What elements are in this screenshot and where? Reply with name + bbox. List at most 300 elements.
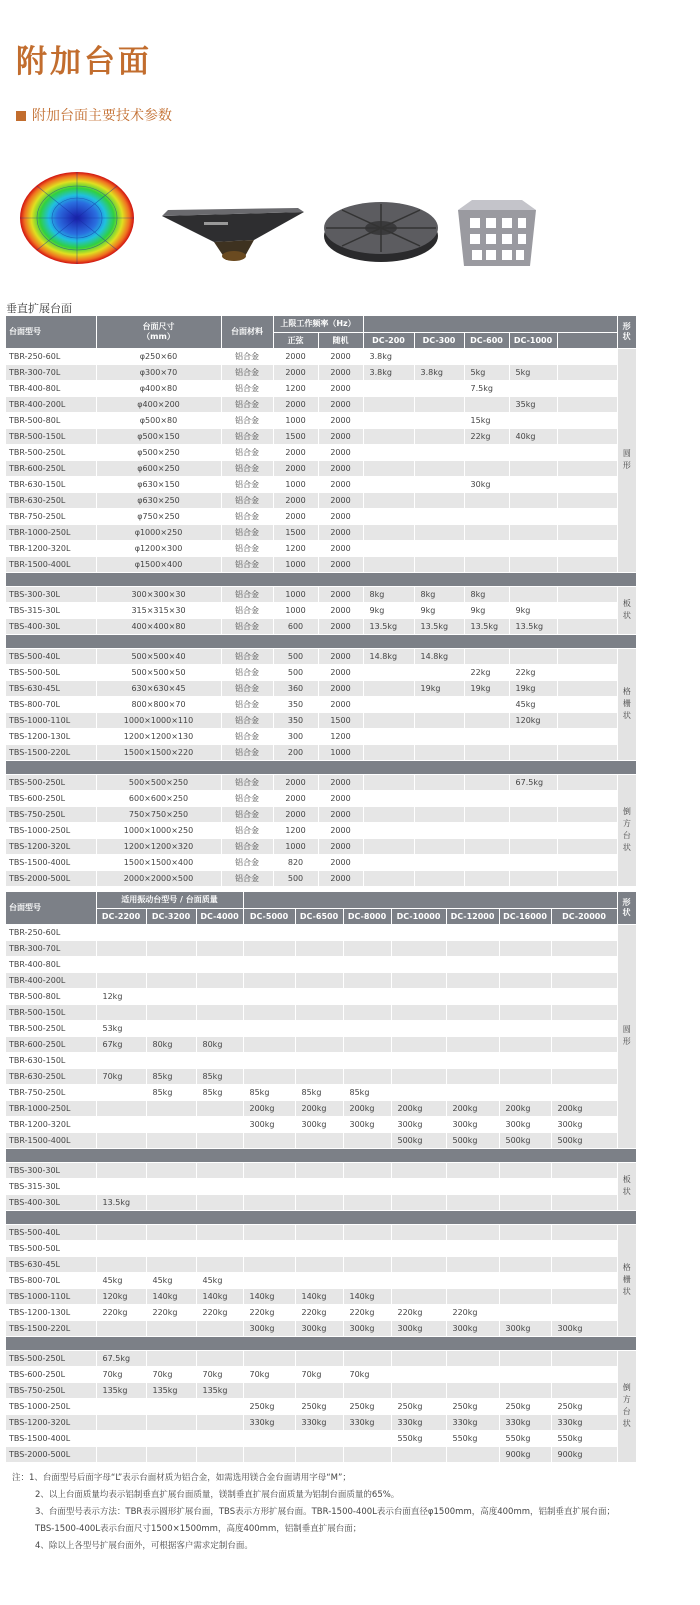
value-cell xyxy=(363,838,414,854)
value-cell xyxy=(363,524,414,540)
value-cell xyxy=(414,806,464,822)
value-cell: 350 xyxy=(273,696,318,712)
value-cell: 19kg xyxy=(464,680,509,696)
empty-cell xyxy=(557,712,617,728)
value-cell xyxy=(446,1256,499,1272)
value-cell xyxy=(551,1020,617,1036)
value-cell: 220kg xyxy=(391,1304,446,1320)
col-header-dc-6500: DC-6500 xyxy=(295,908,343,924)
table-row xyxy=(6,1320,636,1336)
value-cell xyxy=(464,444,509,460)
value-cell: 铝合金 xyxy=(221,618,273,634)
value-cell xyxy=(295,956,343,972)
table-row xyxy=(6,460,636,476)
value-cell: 330kg xyxy=(343,1414,391,1430)
value-cell: 1500×1500×400 xyxy=(96,854,221,870)
value-cell xyxy=(499,1240,551,1256)
empty-cell xyxy=(557,460,617,476)
value-cell xyxy=(446,988,499,1004)
model-cell: TBS-1500-400L xyxy=(6,1430,96,1446)
value-cell xyxy=(363,396,414,412)
shape-label: 板 状 xyxy=(617,1162,636,1210)
value-cell: 600 xyxy=(273,618,318,634)
empty-cell xyxy=(557,556,617,572)
value-cell xyxy=(499,1382,551,1398)
value-cell xyxy=(343,1446,391,1462)
value-cell xyxy=(391,1178,446,1194)
model-cell: TBS-1500-220L xyxy=(6,1320,96,1336)
value-cell: 85kg xyxy=(146,1084,196,1100)
value-cell: 1200×1200×130 xyxy=(96,728,221,744)
value-cell: 300×300×30 xyxy=(96,586,221,602)
value-cell xyxy=(414,412,464,428)
table-row xyxy=(6,924,636,940)
table-row xyxy=(6,1430,636,1446)
value-cell: φ630×150 xyxy=(96,476,221,492)
col-header-dc-5000: DC-5000 xyxy=(243,908,295,924)
value-cell xyxy=(196,988,243,1004)
value-cell xyxy=(196,1240,243,1256)
model-cell: TBS-600-250L xyxy=(6,790,96,806)
model-cell: TBS-2000-500L xyxy=(6,870,96,886)
value-cell: 250kg xyxy=(243,1398,295,1414)
value-cell: 2000 xyxy=(318,444,363,460)
col-header-dc-8000: DC-8000 xyxy=(343,908,391,924)
value-cell: φ500×80 xyxy=(96,412,221,428)
value-cell: φ400×80 xyxy=(96,380,221,396)
value-cell: 13.5kg xyxy=(414,618,464,634)
value-cell xyxy=(343,940,391,956)
model-cell: TBS-630-45L xyxy=(6,680,96,696)
value-cell xyxy=(146,1004,196,1020)
value-cell xyxy=(196,1398,243,1414)
value-cell xyxy=(295,1178,343,1194)
value-cell xyxy=(146,956,196,972)
value-cell xyxy=(509,524,557,540)
note-3: 3、台面型号表示方法：TBR表示圆形扩展台面，TBS表示方形扩展台面。TBR-1500-400L表示台面直径φ1500mm，高度400mm，铝制垂直扩展台面； xyxy=(35,1507,616,1517)
value-cell xyxy=(146,1100,196,1116)
value-cell xyxy=(196,1414,243,1430)
value-cell xyxy=(146,924,196,940)
value-cell: 220kg xyxy=(96,1304,146,1320)
table-row xyxy=(6,1414,636,1430)
value-cell: 200kg xyxy=(343,1100,391,1116)
value-cell xyxy=(464,348,509,364)
value-cell: 2000 xyxy=(318,524,363,540)
value-cell xyxy=(146,1052,196,1068)
value-cell: 1500 xyxy=(318,712,363,728)
value-cell xyxy=(499,940,551,956)
value-cell: 85kg xyxy=(196,1068,243,1084)
value-cell xyxy=(343,1240,391,1256)
value-cell: 67.5kg xyxy=(96,1350,146,1366)
value-cell: 铝合金 xyxy=(221,524,273,540)
value-cell: 2000 xyxy=(318,508,363,524)
value-cell: 1200 xyxy=(273,540,318,556)
model-cell: TBR-1000-250L xyxy=(6,524,96,540)
separator-cell xyxy=(6,634,636,648)
table-row xyxy=(6,1272,636,1288)
value-cell xyxy=(196,1224,243,1240)
model-cell: TBS-315-30L xyxy=(6,602,96,618)
value-cell xyxy=(196,1256,243,1272)
value-cell: 300kg xyxy=(243,1116,295,1132)
value-cell: 铝合金 xyxy=(221,412,273,428)
value-cell xyxy=(363,680,414,696)
value-cell: 2000 xyxy=(318,838,363,854)
value-cell: 2000 xyxy=(318,680,363,696)
value-cell: 2000 xyxy=(273,774,318,790)
table-row xyxy=(6,1100,636,1116)
value-cell: 9kg xyxy=(363,602,414,618)
value-cell: 铝合金 xyxy=(221,838,273,854)
value-cell xyxy=(243,1036,295,1052)
value-cell xyxy=(243,1382,295,1398)
value-cell xyxy=(551,1350,617,1366)
value-cell xyxy=(243,1446,295,1462)
shape-label: 倒 方 台 状 xyxy=(617,1350,636,1462)
value-cell xyxy=(551,988,617,1004)
value-cell: 500 xyxy=(273,648,318,664)
value-cell: 2000 xyxy=(318,396,363,412)
model-cell: TBS-800-70L xyxy=(6,1272,96,1288)
table-row xyxy=(6,1068,636,1084)
value-cell xyxy=(343,1272,391,1288)
table-row xyxy=(6,1350,636,1366)
model-cell: TBS-300-30L xyxy=(6,1162,96,1178)
value-cell: 铝合金 xyxy=(221,664,273,680)
table-row xyxy=(6,940,636,956)
value-cell: 300kg xyxy=(343,1116,391,1132)
value-cell: 铝合金 xyxy=(221,744,273,760)
value-cell: 1500 xyxy=(273,524,318,540)
value-cell: 250kg xyxy=(446,1398,499,1414)
col-header-dc-20000: DC-20000 xyxy=(551,908,617,924)
value-cell xyxy=(464,524,509,540)
value-cell xyxy=(499,1194,551,1210)
value-cell: 2000 xyxy=(273,806,318,822)
value-cell xyxy=(196,1430,243,1446)
value-cell: 2000 xyxy=(318,540,363,556)
value-cell: 85kg xyxy=(146,1068,196,1084)
value-cell xyxy=(509,728,557,744)
value-cell xyxy=(391,1194,446,1210)
value-cell xyxy=(464,396,509,412)
group-separator xyxy=(6,1336,636,1350)
table-row xyxy=(6,348,636,364)
model-cell: TBR-250-60L xyxy=(6,348,96,364)
value-cell: 70kg xyxy=(343,1366,391,1382)
value-cell xyxy=(363,728,414,744)
group-separator xyxy=(6,634,636,648)
table-row xyxy=(6,680,636,696)
value-cell: 900kg xyxy=(551,1446,617,1462)
table-row xyxy=(6,1256,636,1272)
value-cell xyxy=(196,924,243,940)
value-cell xyxy=(343,1224,391,1240)
value-cell: 铝合金 xyxy=(221,774,273,790)
empty-cell xyxy=(557,728,617,744)
value-cell: 铝合金 xyxy=(221,586,273,602)
group-separator xyxy=(6,1148,636,1162)
value-cell: 3.8kg xyxy=(363,348,414,364)
value-cell: 200kg xyxy=(243,1100,295,1116)
value-cell: 200kg xyxy=(295,1100,343,1116)
table-row xyxy=(6,540,636,556)
col-header-blank xyxy=(363,316,617,332)
group-separator xyxy=(6,760,636,774)
col-header-shape: 形 状 xyxy=(617,316,636,348)
value-cell: 铝合金 xyxy=(221,540,273,556)
value-cell: 45kg xyxy=(196,1272,243,1288)
value-cell xyxy=(96,956,146,972)
value-cell: 铝合金 xyxy=(221,508,273,524)
page-title: 附加台面 xyxy=(16,44,152,80)
value-cell xyxy=(391,956,446,972)
model-cell: TBR-630-150L xyxy=(6,1052,96,1068)
value-cell: 2000 xyxy=(273,460,318,476)
value-cell: φ400×200 xyxy=(96,396,221,412)
value-cell xyxy=(446,1382,499,1398)
value-cell xyxy=(146,1430,196,1446)
value-cell xyxy=(499,1068,551,1084)
value-cell: 1000 xyxy=(273,602,318,618)
value-cell: 300 xyxy=(273,728,318,744)
value-cell xyxy=(414,664,464,680)
empty-cell xyxy=(557,444,617,460)
value-cell xyxy=(363,790,414,806)
value-cell xyxy=(391,1350,446,1366)
model-cell: TBS-800-70L xyxy=(6,696,96,712)
value-cell xyxy=(551,1194,617,1210)
value-cell xyxy=(196,972,243,988)
value-cell xyxy=(343,988,391,1004)
empty-cell xyxy=(557,806,617,822)
value-cell xyxy=(196,1162,243,1178)
value-cell: 300kg xyxy=(446,1320,499,1336)
value-cell: 1000 xyxy=(318,744,363,760)
value-cell xyxy=(509,854,557,870)
col-header-material: 台面材料 xyxy=(221,316,273,348)
value-cell: 2000 xyxy=(318,460,363,476)
value-cell xyxy=(295,1350,343,1366)
value-cell xyxy=(509,790,557,806)
value-cell: 550kg xyxy=(551,1430,617,1446)
value-cell: 220kg xyxy=(196,1304,243,1320)
value-cell xyxy=(499,1224,551,1240)
value-cell xyxy=(414,556,464,572)
value-cell: 2000×2000×500 xyxy=(96,870,221,886)
value-cell xyxy=(196,1446,243,1462)
col-header-dc-4000: DC-4000 xyxy=(196,908,243,924)
value-cell: 22kg xyxy=(464,428,509,444)
value-cell: 7.5kg xyxy=(464,380,509,396)
model-cell: TBR-500-80L xyxy=(6,412,96,428)
value-cell: 铝合金 xyxy=(221,348,273,364)
value-cell xyxy=(391,988,446,1004)
value-cell xyxy=(391,1020,446,1036)
value-cell xyxy=(509,508,557,524)
value-cell: 2000 xyxy=(318,364,363,380)
model-cell: TBS-630-45L xyxy=(6,1256,96,1272)
table-row xyxy=(6,364,636,380)
value-cell xyxy=(343,1382,391,1398)
value-cell xyxy=(295,1036,343,1052)
separator-cell xyxy=(6,572,636,586)
model-cell: TBR-1500-400L xyxy=(6,1132,96,1148)
table-row xyxy=(6,648,636,664)
model-cell: TBS-750-250L xyxy=(6,806,96,822)
shape-label: 倒 方 台 状 xyxy=(617,774,636,886)
value-cell xyxy=(343,1132,391,1148)
value-cell: φ750×250 xyxy=(96,508,221,524)
value-cell xyxy=(509,822,557,838)
col-header-dc300: DC-300 xyxy=(414,332,464,348)
empty-cell xyxy=(557,696,617,712)
value-cell xyxy=(363,540,414,556)
value-cell: 220kg xyxy=(295,1304,343,1320)
value-cell xyxy=(499,1162,551,1178)
value-cell xyxy=(464,696,509,712)
value-cell: 铝合金 xyxy=(221,380,273,396)
model-cell: TBR-630-250L xyxy=(6,1068,96,1084)
value-cell xyxy=(551,1366,617,1382)
value-cell: 300kg xyxy=(295,1320,343,1336)
value-cell xyxy=(146,972,196,988)
value-cell xyxy=(464,648,509,664)
value-cell xyxy=(146,1446,196,1462)
value-cell: 120kg xyxy=(96,1288,146,1304)
value-cell: 70kg xyxy=(146,1366,196,1382)
value-cell xyxy=(551,1240,617,1256)
table-row xyxy=(6,1162,636,1178)
value-cell xyxy=(391,940,446,956)
value-cell: 750×750×250 xyxy=(96,806,221,822)
value-cell: 2000 xyxy=(318,870,363,886)
value-cell: 500kg xyxy=(499,1132,551,1148)
value-cell: 360 xyxy=(273,680,318,696)
table-row xyxy=(6,396,636,412)
table-row xyxy=(6,1036,636,1052)
value-cell: 3.8kg xyxy=(363,364,414,380)
value-cell: 铝合金 xyxy=(221,364,273,380)
model-cell: TBR-630-250L xyxy=(6,492,96,508)
model-cell: TBR-1200-320L xyxy=(6,1116,96,1132)
value-cell: 铝合金 xyxy=(221,492,273,508)
section-subtitle xyxy=(16,105,172,125)
value-cell: 85kg xyxy=(295,1084,343,1100)
value-cell xyxy=(414,790,464,806)
empty-cell xyxy=(557,428,617,444)
square-bullet-icon xyxy=(16,111,26,121)
value-cell: 1000×1000×250 xyxy=(96,822,221,838)
value-cell xyxy=(343,1256,391,1272)
value-cell xyxy=(446,956,499,972)
value-cell: 500×500×50 xyxy=(96,664,221,680)
value-cell: 2000 xyxy=(318,806,363,822)
value-cell: 300kg xyxy=(295,1116,343,1132)
value-cell: 2000 xyxy=(318,476,363,492)
value-cell: 630×630×45 xyxy=(96,680,221,696)
col-header-dc200: DC-200 xyxy=(363,332,414,348)
value-cell: 80kg xyxy=(146,1036,196,1052)
model-cell: TBS-1200-320L xyxy=(6,1414,96,1430)
value-cell xyxy=(196,1116,243,1132)
value-cell xyxy=(243,924,295,940)
model-cell: TBR-500-80L xyxy=(6,988,96,1004)
value-cell xyxy=(551,924,617,940)
value-cell xyxy=(96,1132,146,1148)
value-cell: 330kg xyxy=(446,1414,499,1430)
table-row xyxy=(6,428,636,444)
value-cell xyxy=(295,1224,343,1240)
value-cell xyxy=(363,774,414,790)
value-cell: 14.8kg xyxy=(414,648,464,664)
value-cell: 2000 xyxy=(273,444,318,460)
table-row xyxy=(6,822,636,838)
value-cell xyxy=(509,444,557,460)
value-cell xyxy=(499,1272,551,1288)
empty-cell xyxy=(557,648,617,664)
table-row xyxy=(6,1116,636,1132)
value-cell: 2000 xyxy=(318,822,363,838)
value-cell: 900kg xyxy=(499,1446,551,1462)
table-row xyxy=(6,586,636,602)
value-cell: 250kg xyxy=(499,1398,551,1414)
model-cell: TBS-500-50L xyxy=(6,664,96,680)
value-cell xyxy=(509,648,557,664)
table-row xyxy=(6,1004,636,1020)
value-cell: 53kg xyxy=(96,1020,146,1036)
value-cell xyxy=(414,492,464,508)
value-cell: 9kg xyxy=(414,602,464,618)
empty-cell xyxy=(557,586,617,602)
value-cell xyxy=(146,988,196,1004)
value-cell xyxy=(551,972,617,988)
value-cell xyxy=(464,838,509,854)
value-cell: 400×400×80 xyxy=(96,618,221,634)
value-cell: 2000 xyxy=(318,648,363,664)
value-cell: 300kg xyxy=(343,1320,391,1336)
value-cell xyxy=(363,380,414,396)
model-cell: TBR-500-250L xyxy=(6,1020,96,1036)
value-cell xyxy=(499,1256,551,1272)
value-cell xyxy=(551,1304,617,1320)
table-row xyxy=(6,1398,636,1414)
col-header-model: 台面型号 xyxy=(6,316,96,348)
table-row xyxy=(6,1052,636,1068)
value-cell xyxy=(243,1132,295,1148)
value-cell: 8kg xyxy=(363,586,414,602)
table-row xyxy=(6,492,636,508)
model-cell: TBS-500-40L xyxy=(6,1224,96,1240)
value-cell: 2000 xyxy=(273,396,318,412)
value-cell xyxy=(391,1382,446,1398)
value-cell xyxy=(96,972,146,988)
value-cell: 2000 xyxy=(318,854,363,870)
value-cell: 铝合金 xyxy=(221,696,273,712)
value-cell: 5kg xyxy=(509,364,557,380)
value-cell: 135kg xyxy=(146,1382,196,1398)
value-cell: 85kg xyxy=(196,1084,243,1100)
col-header-blank xyxy=(243,892,617,908)
value-cell xyxy=(243,956,295,972)
value-cell xyxy=(551,1162,617,1178)
model-cell: TBR-1500-400L xyxy=(6,556,96,572)
value-cell xyxy=(446,924,499,940)
value-cell xyxy=(509,556,557,572)
value-cell: 500 xyxy=(273,664,318,680)
